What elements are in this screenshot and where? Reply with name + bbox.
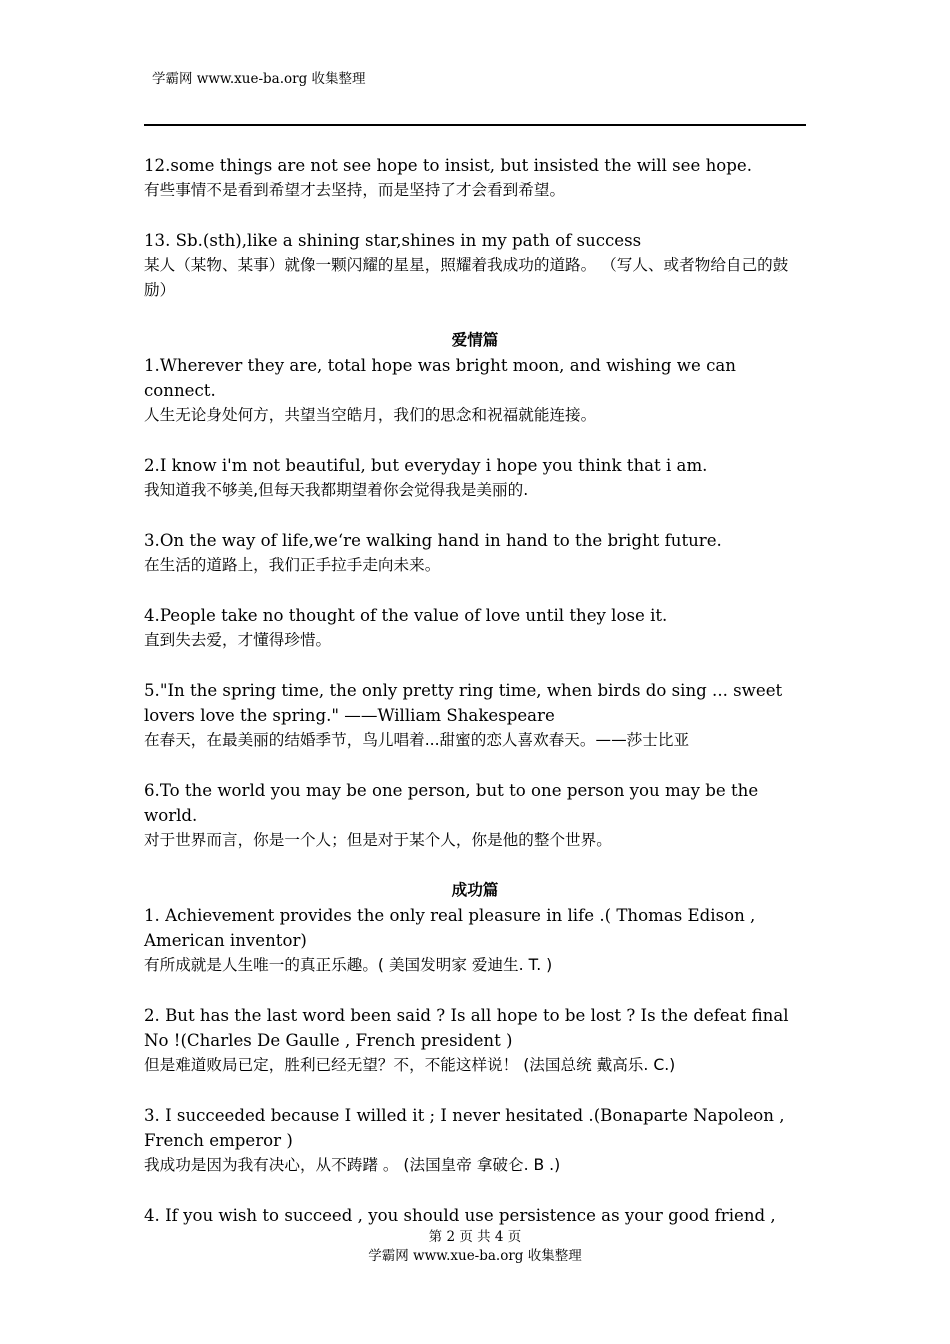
quote-item <box>144 453 806 503</box>
quote-english: 1.Wherever they are, total hope was bright moon, and wishing we can connect. <box>144 356 736 400</box>
quote-chinese: 我知道我不够美,但每天我都期望着你会觉得我是美丽的. <box>144 481 529 499</box>
quote-item <box>144 1003 806 1078</box>
quote-chinese: 有所成就是人生唯一的真正乐趣。( 美国发明家 爱迪生. T. ) <box>144 956 553 974</box>
quote-item <box>144 1203 806 1228</box>
quote-chinese: 某人（某物、某事）就像一颗闪耀的星星，照耀着我成功的道路。 （写人、或者物给自己的鼓励） <box>144 256 789 299</box>
quote-english: 1. Achievement provides the only real pleasure in life .( Thomas Edison , American inventor) <box>144 906 756 950</box>
page-header <box>152 70 372 89</box>
quote-english: 2. But has the last word been said ? Is all hope to be lost ? Is the defeat final No !(Charles De Gaulle , French president ) <box>144 1006 789 1050</box>
section-title-love: 爱情篇 <box>451 331 499 349</box>
quote-english: 3.On the way of life,we‘re walking hand in hand to the bright future. <box>144 531 722 550</box>
quote-chinese: 人生无论身处何方，共望当空皓月，我们的思念和祝福就能连接。 <box>144 406 597 424</box>
quote-item <box>144 903 806 978</box>
page-footer <box>0 1228 950 1266</box>
quote-item <box>144 353 806 428</box>
quote-chinese: 但是难道败局已定，胜利已经无望？不，不能这样说！ (法国总统 戴高乐. C.) <box>144 1056 676 1074</box>
quote-english: 4. If you wish to succeed , you should use persistence as your good friend , <box>144 1206 776 1225</box>
quote-item <box>144 153 806 203</box>
quote-english: 5."In the spring time, the only pretty ring time, when birds do sing ... sweet lovers love the spring." ——William Shakespeare <box>144 681 783 725</box>
quote-item <box>144 778 806 853</box>
quote-english: 2.I know i'm not beautiful, but everyday i hope you think that i am. <box>144 456 708 475</box>
quote-english: 4.People take no thought of the value of love until they lose it. <box>144 606 668 625</box>
header-divider <box>144 124 806 126</box>
footer-source-text: 学霸网 www.xue-ba.org 收集整理 <box>368 1248 582 1264</box>
quote-chinese: 对于世界而言，你是一个人；但是对于某个人，你是他的整个世界。 <box>144 831 612 849</box>
quote-chinese: 我成功是因为我有决心，从不踌躇 。 (法国皇帝 拿破仑. B .) <box>144 1156 561 1174</box>
quote-english: 13. Sb.(sth),like a shining star,shines in my path of success <box>144 231 642 250</box>
quote-chinese: 直到失去爱，才懂得珍惜。 <box>144 631 332 649</box>
quote-item <box>144 678 806 753</box>
quote-chinese: 在春天，在最美丽的结婚季节，鸟儿唱着...甜蜜的恋人喜欢春天。——莎士比亚 <box>144 731 690 749</box>
quote-item <box>144 228 806 303</box>
document-body <box>144 153 806 1253</box>
quote-item <box>144 1103 806 1178</box>
quote-english: 6.To the world you may be one person, but to one person you may be the world. <box>144 781 759 825</box>
quote-english: 3. I succeeded because I willed it ; I never hesitated .(Bonaparte Napoleon , French emperor ) <box>144 1106 785 1150</box>
quote-chinese: 有些事情不是看到希望才去坚持，而是坚持了才会看到希望。 <box>144 181 566 199</box>
quote-item <box>144 603 806 653</box>
quote-chinese: 在生活的道路上，我们正手拉手走向未来。 <box>144 556 441 574</box>
section-title-success: 成功篇 <box>451 881 499 899</box>
quote-english: 12.some things are not see hope to insist, but insisted the will see hope. <box>144 156 752 175</box>
quote-item <box>144 528 806 578</box>
page-number: 第 2 页 共 4 页 <box>428 1229 522 1245</box>
header-source-text: 学霸网 www.xue-ba.org 收集整理 <box>152 71 366 87</box>
